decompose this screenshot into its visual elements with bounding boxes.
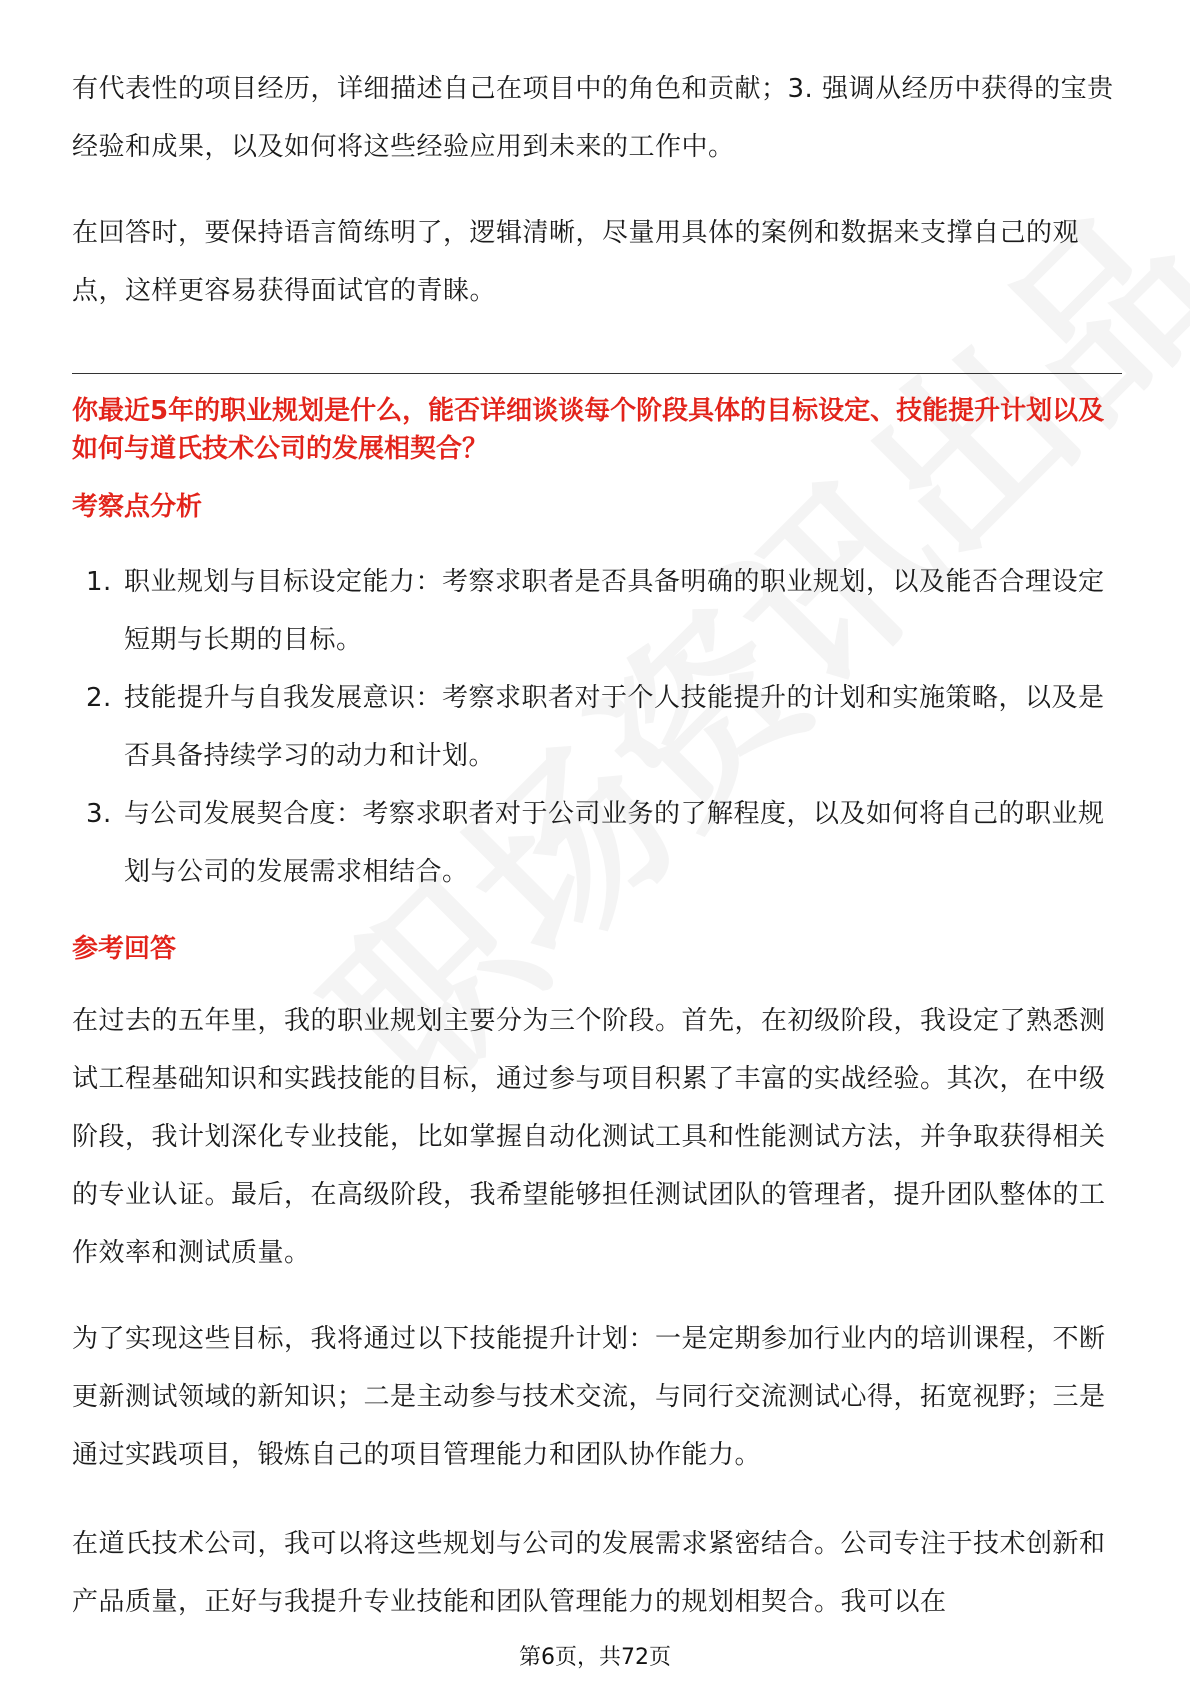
analysis-heading: 考察点分析	[72, 492, 203, 522]
list-number: 1.	[86, 567, 112, 597]
list-item-text: 职业规划与目标设定能力：考察求职者是否具备明确的职业规划，以及能否合理设定短期与长期的目标。	[124, 567, 1105, 655]
answer-paragraph-1: 在过去的五年里，我的职业规划主要分为三个阶段。首先，在初级阶段，我设定了熟悉测试工程基础知识和实践技能的目标，通过参与项目积累了丰富的实战经验。其次，在中级阶段，我计划深化专业技能，比如掌握自动化测试工具和性能测试方法，并争取获得相关的专业认证。最后，在高级阶段，我希望能够担任测试团队的管理者，提升团队整体的工作效率和测试质量。	[72, 1006, 1106, 1268]
paragraph-tip: 在回答时，要保持语言简练明了，逻辑清晰，尽量用具体的案例和数据来支撑自己的观点，这样更容易获得面试官的青睐。	[72, 218, 1080, 306]
page-footer: 第6页，共72页	[519, 1645, 671, 1670]
list-number: 3.	[86, 799, 112, 829]
answer-paragraph-3: 在道氏技术公司，我可以将这些规划与公司的发展需求紧密结合。公司专注于技术创新和产品质量，正好与我提升专业技能和团队管理能力的规划相契合。我可以在	[72, 1529, 1106, 1617]
list-item	[72, 669, 1122, 785]
analysis-list	[72, 553, 1122, 901]
paragraph-intro: 有代表性的项目经历，详细描述自己在项目中的角色和贡献；3. 强调从经历中获得的宝贵经验和成果，以及如何将这些经验应用到未来的工作中。	[72, 74, 1114, 162]
list-item	[72, 553, 1122, 669]
answer-heading: 参考回答	[72, 934, 177, 964]
section-divider	[72, 373, 1122, 374]
list-number: 2.	[86, 683, 112, 713]
list-item	[72, 785, 1122, 901]
list-item-text: 技能提升与自我发展意识：考察求职者对于个人技能提升的计划和实施策略，以及是否具备持续学习的动力和计划。	[124, 683, 1105, 771]
question-heading: 你最近5年的职业规划是什么，能否详细谈谈每个阶段具体的目标设定、技能提升计划以及如何与道氏技术公司的发展相契合？	[72, 396, 1105, 464]
list-item-text: 与公司发展契合度：考察求职者对于公司业务的了解程度，以及如何将自己的职业规划与公司的发展需求相结合。	[124, 799, 1105, 887]
answer-paragraph-2: 为了实现这些目标，我将通过以下技能提升计划：一是定期参加行业内的培训课程，不断更新测试领域的新知识；二是主动参与技术交流，与同行交流测试心得，拓宽视野；三是通过实践项目，锻炼自己的项目管理能力和团队协作能力。	[72, 1324, 1106, 1470]
